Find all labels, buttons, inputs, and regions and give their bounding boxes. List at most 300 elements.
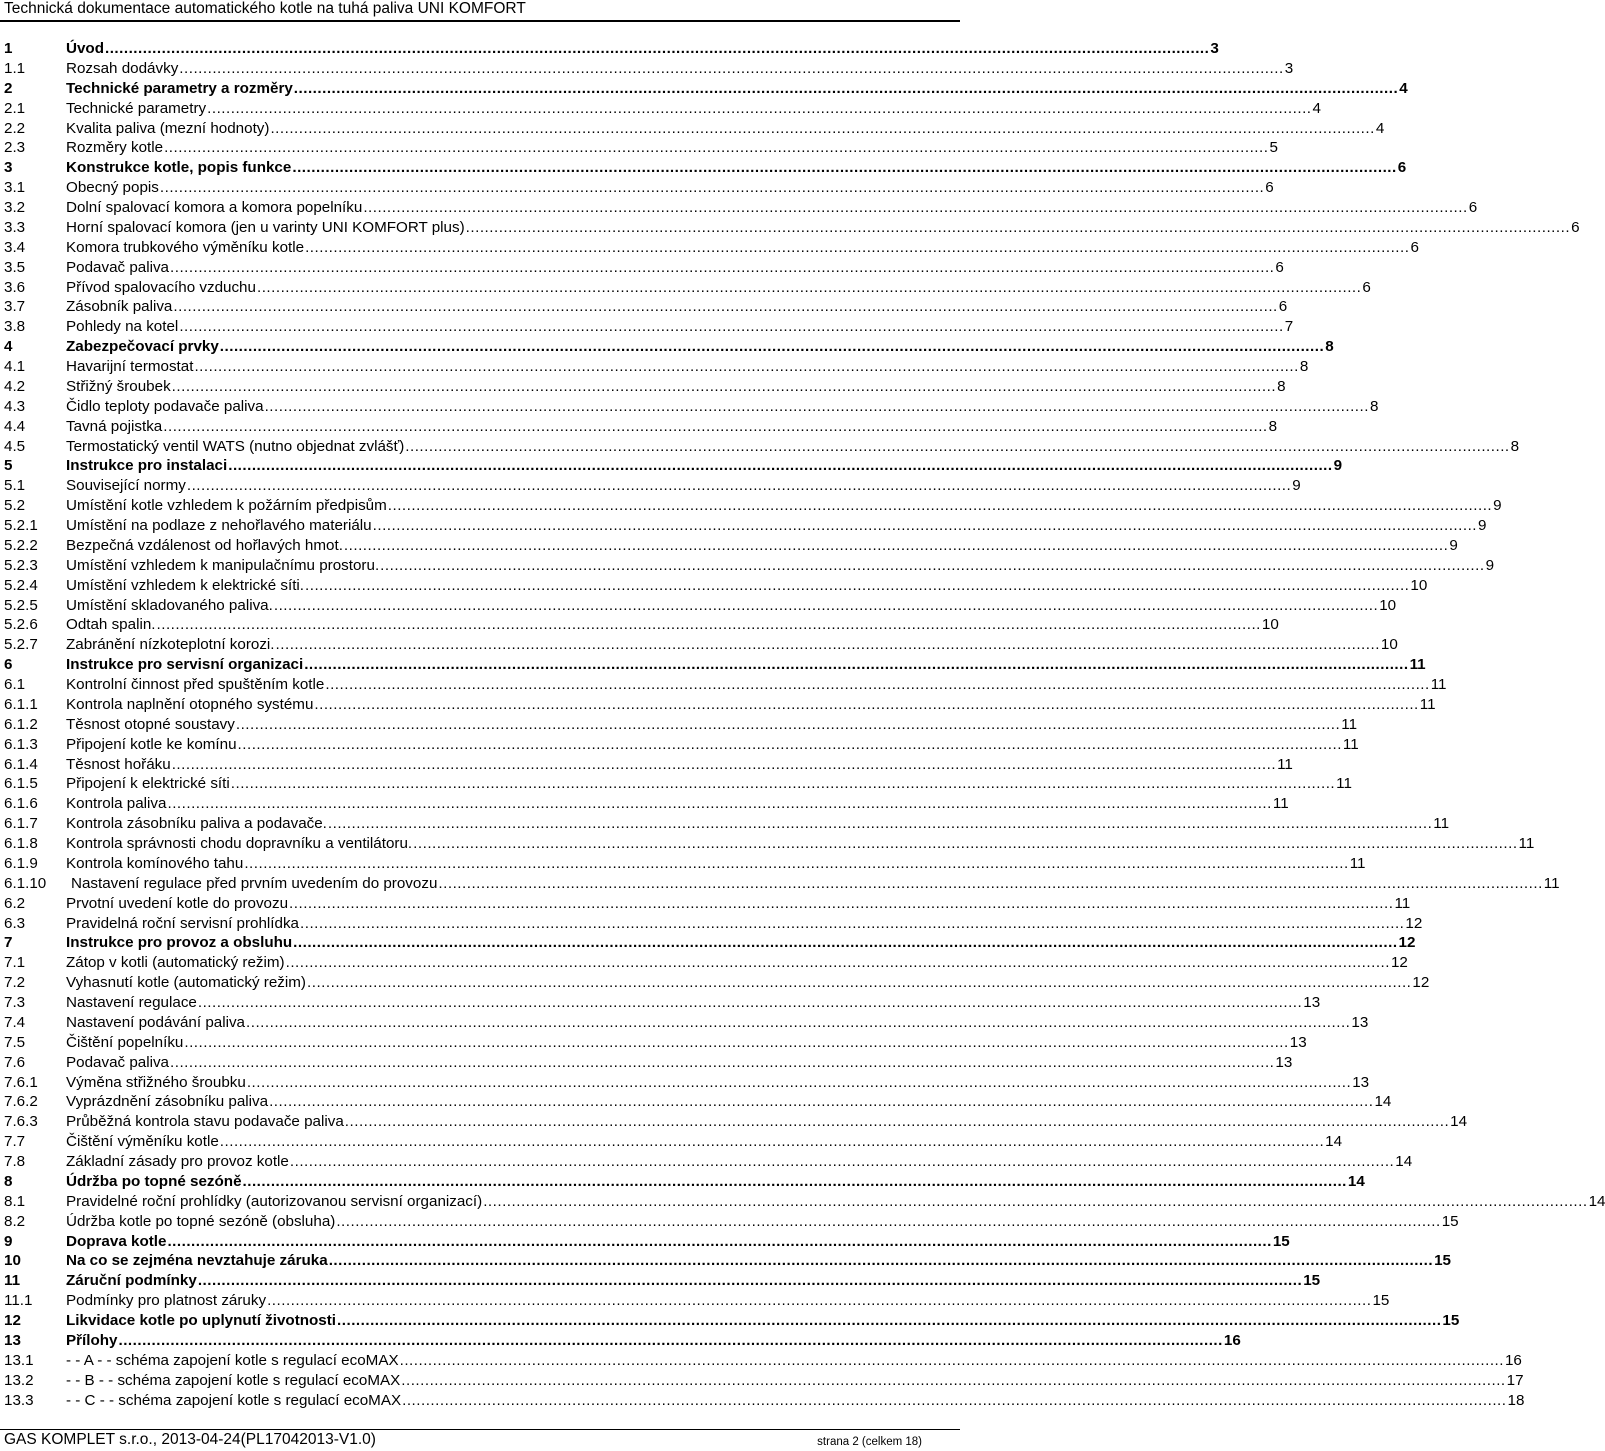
- toc-entry-page: 6: [1571, 218, 1580, 236]
- toc-entry-title[interactable]: Horní spalovací komora (jen u varinty UNI KOMFORT plus): [66, 218, 465, 236]
- toc-entry-title[interactable]: Vyprázdnění zásobníku paliva: [66, 1093, 269, 1111]
- toc-entry-title[interactable]: Technické parametry a rozměry: [66, 79, 293, 97]
- toc-entry[interactable]: [0, 218, 1580, 238]
- toc-entry-number: 7.4: [4, 1013, 26, 1031]
- toc-entry-title[interactable]: Nastavení regulace: [66, 994, 197, 1011]
- toc-leader-dots: [289, 894, 1393, 914]
- toc-entry-page: 14: [1588, 1192, 1605, 1210]
- toc-entry[interactable]: [0, 456, 1343, 476]
- toc-entry-title[interactable]: Obecný popis: [66, 179, 159, 197]
- toc-entry[interactable]: [0, 1351, 1522, 1371]
- toc-entry-number: 6.1.10: [4, 874, 47, 892]
- toc-entry-page: 9: [1493, 497, 1502, 515]
- toc-leader-dots: [198, 1271, 1302, 1291]
- toc-entry-title[interactable]: Zátop v kotli (automatický režim): [66, 954, 285, 972]
- toc-entry-title[interactable]: Dolní spalovací komora a komora popelníku: [66, 199, 363, 216]
- toc-entry-title[interactable]: Termostatický ventil WATS (nutno objednat zvlášť): [66, 437, 405, 455]
- toc-entry-page: 14: [1450, 1113, 1468, 1131]
- toc-entry-title[interactable]: Umístění skladovaného paliva.: [66, 596, 273, 614]
- toc-entry-number: 3.6: [4, 278, 26, 296]
- toc-entry-title[interactable]: Na co se zejména nevztahuje záruka: [66, 1252, 328, 1270]
- toc-entry-number: 6.1.1: [4, 695, 38, 713]
- toc-entry-title[interactable]: Likvidace kotle po uplynutí životnosti: [66, 1312, 337, 1329]
- toc-entry[interactable]: [0, 377, 1286, 397]
- toc-entry[interactable]: [0, 854, 1366, 874]
- toc-leader-dots: [167, 794, 1271, 814]
- toc-entry-number: 7.1: [4, 954, 26, 972]
- toc-leader-dots: [300, 914, 1404, 934]
- document-title: Technická dokumentace automatického kotle na tuhá paliva UNI KOMFORT: [4, 0, 526, 17]
- toc-entry-title[interactable]: Údržba kotle po topné sezóně (obsluha): [66, 1212, 336, 1230]
- toc-entry-page: 6: [1275, 258, 1284, 276]
- toc-entry-page: 6: [1362, 278, 1371, 296]
- toc-entry[interactable]: [0, 695, 1436, 715]
- toc-entry-title[interactable]: Doprava kotle: [66, 1232, 167, 1250]
- toc-entry[interactable]: [0, 933, 1416, 953]
- toc-entry-title[interactable]: Čidlo teploty podavače paliva: [66, 397, 264, 415]
- toc-entry[interactable]: [0, 874, 1560, 894]
- toc-entry-title[interactable]: Instrukce pro provoz a obsluhu: [66, 934, 293, 952]
- toc-entry-number: 3.8: [4, 318, 26, 336]
- toc-entry-number: 1: [4, 40, 13, 57]
- toc-entry[interactable]: [0, 158, 1407, 178]
- toc-entry-page: 12: [1390, 954, 1408, 972]
- toc-entry-title[interactable]: Kontrola správnosti chodu dopravníku a ventilátoru.: [66, 835, 413, 852]
- toc-entry-number: 13: [4, 1331, 21, 1349]
- toc-leader-dots: [118, 1331, 1222, 1351]
- toc-entry-title[interactable]: Související normy: [66, 477, 186, 495]
- toc-entry-title[interactable]: - - C - - schéma zapojení kotle s regulací ecoMAX: [66, 1391, 402, 1409]
- toc-entry-number: 3.7: [4, 298, 26, 316]
- toc-leader-dots: [267, 1291, 1371, 1311]
- toc-entry-page: 10: [1380, 636, 1398, 654]
- toc-leader-dots: [329, 1251, 1433, 1271]
- toc-entry-title[interactable]: Kontrolní činnost před spuštěním kotle: [66, 676, 325, 693]
- toc-leader-dots: [105, 39, 1209, 59]
- toc-entry-page: 9: [1478, 517, 1487, 534]
- toc-entry[interactable]: [0, 536, 1458, 556]
- toc-entry-page: 6: [1468, 199, 1478, 216]
- toc-entry-number: 7.6.1: [4, 1073, 38, 1091]
- toc-entry-number: 4: [4, 338, 13, 356]
- toc-entry-title[interactable]: Havarijní termostat: [66, 358, 194, 375]
- toc-entry[interactable]: [0, 317, 1294, 337]
- toc-entry-title[interactable]: Podavač paliva: [66, 258, 170, 276]
- toc-entry-page: 15: [1434, 1252, 1451, 1270]
- toc-entry-page: 14: [1395, 1153, 1413, 1170]
- toc-entry[interactable]: [0, 1132, 1343, 1152]
- toc-entry-title[interactable]: Rozměry kotle: [66, 139, 164, 157]
- toc-entry[interactable]: [0, 1172, 1365, 1192]
- toc-leader-dots: [172, 377, 1276, 397]
- toc-entry[interactable]: [0, 1092, 1392, 1112]
- toc-entry-page: 11: [1430, 676, 1447, 693]
- toc-entry-title[interactable]: Těsnost hořáku: [66, 755, 171, 773]
- toc-entry-title[interactable]: Zabezpečovací prvky: [66, 338, 219, 356]
- toc-entry-title[interactable]: Nastavení regulace před prvním uvedením do provozu: [71, 874, 438, 892]
- toc-entry[interactable]: [0, 138, 1278, 158]
- toc-entry[interactable]: [0, 1371, 1524, 1391]
- toc-entry[interactable]: [0, 596, 1397, 616]
- toc-entry-title[interactable]: Umístění na podlaze z nehořlavého materiálu: [66, 517, 372, 534]
- toc-leader-dots: [170, 258, 1274, 278]
- toc-entry-title[interactable]: Pohledy na kotel: [66, 318, 179, 336]
- toc-entry-number: 8: [4, 1172, 13, 1190]
- toc-entry-number: 7: [4, 934, 13, 952]
- toc-entry[interactable]: [0, 437, 1520, 457]
- toc-leader-dots: [388, 496, 1492, 516]
- footer-divider: [0, 1429, 960, 1430]
- toc-entry[interactable]: [0, 1152, 1413, 1172]
- toc-entry-number: 10: [4, 1252, 21, 1270]
- toc-leader-dots: [344, 536, 1448, 556]
- toc-entry-number: 13.2: [4, 1371, 34, 1389]
- toc-entry-title[interactable]: Umístění vzhledem k elektrické síti.: [66, 576, 305, 594]
- toc-entry-number: 5.2.6: [4, 616, 38, 634]
- toc-entry-title[interactable]: Bezpečná vzdálenost od hořlavých hmot.: [66, 536, 343, 554]
- toc-entry[interactable]: [0, 774, 1352, 794]
- toc-entry-number: 4.3: [4, 397, 26, 415]
- toc-entry-page: 14: [1374, 1093, 1392, 1111]
- toc-entry-number: 5.2.5: [4, 596, 38, 614]
- toc-entry-page: 11: [1419, 695, 1436, 713]
- toc-entry[interactable]: [0, 476, 1301, 496]
- toc-entry-number: 2.3: [4, 139, 26, 157]
- toc-entry-title[interactable]: Prvotní uvedení kotle do provozu: [66, 894, 289, 912]
- toc-entry-title[interactable]: Podavač paliva: [66, 1053, 170, 1071]
- toc-leader-dots: [265, 397, 1369, 417]
- toc-entry-page: 17: [1506, 1371, 1524, 1389]
- toc-entry-title[interactable]: Vyhasnutí kotle (automatický režim): [66, 974, 306, 992]
- toc-leader-dots: [157, 615, 1261, 635]
- toc-entry[interactable]: [0, 1073, 1370, 1093]
- toc-entry-number: 2.2: [4, 119, 26, 137]
- toc-entry-number: 3.5: [4, 258, 26, 276]
- toc-entry-number: 6: [4, 656, 13, 674]
- toc-entry-page: 8: [1369, 397, 1379, 415]
- toc-leader-dots: [401, 1371, 1505, 1391]
- toc-leader-dots: [336, 1212, 1440, 1232]
- toc-entry-page: 8: [1299, 358, 1309, 375]
- toc-entry[interactable]: [0, 814, 1450, 834]
- toc-leader-dots: [305, 238, 1409, 258]
- toc-entry[interactable]: [0, 1053, 1293, 1073]
- toc-leader-dots: [307, 973, 1411, 993]
- toc-entry-title[interactable]: Přílohy: [66, 1331, 118, 1349]
- toc-entry-page: 4: [1375, 119, 1385, 137]
- toc-entry-page: 10: [1379, 596, 1397, 614]
- toc-entry-title[interactable]: Úvod: [66, 40, 104, 57]
- toc-leader-dots: [231, 774, 1335, 794]
- toc-entry-title[interactable]: Kontrola paliva: [66, 795, 167, 813]
- toc-leader-dots: [246, 1013, 1350, 1033]
- toc-entry-page: 11: [1433, 815, 1450, 833]
- toc-entry-number: 8.2: [4, 1212, 26, 1230]
- toc-entry-title[interactable]: Technické parametry: [66, 99, 207, 117]
- footer-company: GAS KOMPLET s.r.o., 2013-04-24(PL17042013-V1.0): [4, 1431, 376, 1448]
- toc-entry[interactable]: [0, 337, 1334, 357]
- toc-entry-title[interactable]: Základní zásady pro provoz kotle: [66, 1153, 289, 1170]
- toc-entry-title[interactable]: Údržba po topné sezóně: [66, 1172, 242, 1190]
- toc-entry[interactable]: [0, 1232, 1290, 1252]
- toc-entry-page: 7: [1284, 318, 1294, 336]
- toc-entry[interactable]: [0, 755, 1293, 775]
- toc-entry[interactable]: [0, 198, 1478, 218]
- toc-entry[interactable]: [0, 655, 1426, 675]
- toc-entry-page: 3: [1210, 40, 1219, 57]
- toc-leader-dots: [187, 476, 1291, 496]
- toc-entry-page: 11: [1342, 735, 1359, 753]
- toc-entry[interactable]: [0, 675, 1447, 695]
- toc-leader-dots: [402, 1391, 1506, 1411]
- toc-entry-title[interactable]: Čištění popelníku: [66, 1033, 184, 1051]
- toc-entry-page: 15: [1442, 1312, 1460, 1329]
- toc-leader-dots: [276, 635, 1380, 655]
- toc-entry-title[interactable]: Střižný šroubek: [66, 377, 171, 395]
- toc-entry[interactable]: [0, 79, 1408, 99]
- toc-entry[interactable]: [0, 417, 1278, 437]
- toc-leader-dots: [380, 556, 1484, 576]
- toc-leader-dots: [304, 655, 1408, 675]
- toc-entry-number: 5.2: [4, 497, 26, 515]
- toc-entry-number: 5.2.2: [4, 536, 38, 554]
- toc-entry-number: 7.2: [4, 974, 26, 992]
- toc-entry-page: 8: [1510, 437, 1520, 455]
- toc-entry-number: 5.1: [4, 477, 26, 495]
- toc-entry-page: 11: [1336, 775, 1352, 793]
- toc-entry-title[interactable]: Pravidelné roční prohlídky (autorizovanou servisní organizací): [66, 1192, 483, 1210]
- toc-entry-page: 10: [1261, 616, 1279, 634]
- toc-entry[interactable]: [0, 1331, 1241, 1351]
- toc-entry[interactable]: [0, 496, 1502, 516]
- toc-entry-title[interactable]: Nastavení podávání paliva: [66, 1013, 245, 1031]
- footer-page-number: strana 2 (celkem 18): [817, 1436, 922, 1448]
- header-divider: [0, 20, 960, 22]
- toc-leader-dots: [198, 993, 1302, 1013]
- toc-leader-dots: [179, 317, 1283, 337]
- toc-entry[interactable]: [0, 953, 1408, 973]
- toc-leader-dots: [257, 278, 1361, 298]
- toc-leader-dots: [405, 437, 1509, 457]
- toc-entry-title[interactable]: Tavná pojistka: [66, 417, 163, 435]
- toc-entry[interactable]: [0, 1251, 1451, 1271]
- toc-entry-page: 8: [1268, 417, 1278, 435]
- toc-entry-page: 11: [1409, 656, 1426, 674]
- toc-entry-title[interactable]: Výměna střižného šroubku: [66, 1073, 246, 1091]
- toc-entry[interactable]: [0, 735, 1359, 755]
- toc-entry-page: 11: [1341, 715, 1358, 733]
- toc-leader-dots: [228, 456, 1332, 476]
- toc-entry[interactable]: [0, 794, 1289, 814]
- toc-entry-number: 7.6: [4, 1053, 26, 1071]
- toc-entry-number: 5.2.4: [4, 576, 38, 594]
- toc-entry-number: 6.1.2: [4, 715, 38, 733]
- toc-leader-dots: [294, 79, 1398, 99]
- toc-entry-title[interactable]: Těsnost otopné soustavy: [66, 715, 235, 733]
- toc-entry[interactable]: [0, 39, 1219, 59]
- toc-entry-title[interactable]: Konstrukce kotle, popis funkce: [66, 159, 292, 177]
- toc-entry[interactable]: [0, 894, 1411, 914]
- toc-entry-page: 6: [1278, 298, 1288, 316]
- toc-entry[interactable]: [0, 119, 1385, 139]
- toc-entry[interactable]: [0, 99, 1321, 119]
- toc-leader-dots: [184, 1033, 1288, 1053]
- toc-entry-page: 4: [1312, 99, 1321, 117]
- toc-leader-dots: [179, 59, 1283, 79]
- toc-entry-page: 9: [1485, 556, 1495, 574]
- toc-entry-number: 5.2.1: [4, 517, 38, 534]
- toc-entry-page: 9: [1333, 457, 1343, 475]
- toc-entry[interactable]: [0, 1271, 1321, 1291]
- toc-entry[interactable]: [0, 556, 1495, 576]
- toc-entry-number: 1.1: [4, 59, 26, 77]
- toc-entry-page: 3: [1284, 59, 1294, 77]
- toc-entry-page: 5: [1269, 139, 1278, 157]
- toc-entry-title[interactable]: Umístění vzhledem k manipulačnímu prostoru.: [66, 556, 380, 574]
- toc-entry[interactable]: [0, 1212, 1459, 1232]
- toc-leader-dots: [238, 735, 1342, 755]
- toc-entry-page: 9: [1449, 536, 1458, 554]
- toc-entry-title[interactable]: Čištění výměníku kotle: [66, 1133, 219, 1151]
- toc-entry-title[interactable]: Průběžná kontrola stavu podavače paliva: [66, 1113, 344, 1131]
- toc-entry[interactable]: [0, 1112, 1468, 1132]
- toc-entry[interactable]: [0, 178, 1274, 198]
- toc-entry-title[interactable]: Kvalita paliva (mezní hodnoty): [66, 119, 270, 137]
- toc-entry-title[interactable]: Kontrola zásobníku paliva a podavače.: [66, 815, 327, 833]
- toc-leader-dots: [236, 715, 1340, 735]
- toc-leader-dots: [314, 695, 1418, 715]
- toc-entry-title[interactable]: - - A - - schéma zapojení kotle s regulací ecoMAX: [66, 1351, 399, 1369]
- toc-entry-title[interactable]: Připojení kotle ke komínu: [66, 735, 237, 753]
- toc-entry[interactable]: [0, 914, 1423, 934]
- toc-entry-title[interactable]: Odtah spalin.: [66, 616, 156, 634]
- toc-entry-page: 6: [1397, 159, 1407, 177]
- toc-entry[interactable]: [0, 1013, 1369, 1033]
- toc-leader-dots: [363, 198, 1467, 218]
- toc-entry-page: 14: [1325, 1133, 1343, 1151]
- toc-entry[interactable]: [0, 278, 1371, 298]
- toc-leader-dots: [292, 158, 1396, 178]
- toc-entry[interactable]: [0, 1391, 1525, 1411]
- toc-entry-title[interactable]: - - B - - schéma zapojení kotle s regulací ecoMAX: [66, 1371, 401, 1389]
- toc-entry-title[interactable]: Instrukce pro instalaci: [66, 457, 228, 475]
- toc-leader-dots: [244, 854, 1348, 874]
- toc-entry-page: 13: [1352, 1073, 1370, 1091]
- toc-entry[interactable]: [0, 715, 1358, 735]
- toc-entry-title[interactable]: Zásobník paliva: [66, 298, 173, 316]
- toc-entry[interactable]: [0, 297, 1288, 317]
- toc-entry-page: 11: [1277, 755, 1293, 773]
- toc-entry-page: 6: [1265, 179, 1274, 197]
- toc-entry-title[interactable]: Komora trubkového výměníku kotle: [66, 238, 305, 256]
- toc-entry-page: 6: [1410, 238, 1419, 256]
- toc-entry-number: 9: [4, 1232, 13, 1250]
- toc-entry[interactable]: [0, 635, 1398, 655]
- toc-entry[interactable]: [0, 397, 1379, 417]
- toc-entry-title[interactable]: Kontrola komínového tahu: [66, 854, 244, 872]
- toc-entry[interactable]: [0, 238, 1419, 258]
- toc-leader-dots: [243, 1172, 1347, 1192]
- toc-entry-page: 13: [1275, 1053, 1293, 1071]
- toc-entry-page: 11: [1543, 874, 1560, 892]
- toc-entry-number: 3.4: [4, 238, 26, 256]
- toc-entry-title[interactable]: Rozsah dodávky: [66, 59, 179, 77]
- toc-leader-dots: [270, 119, 1374, 139]
- toc-entry-number: 6.1.8: [4, 835, 38, 852]
- toc-leader-dots: [160, 178, 1264, 198]
- toc-entry-page: 8: [1325, 338, 1334, 356]
- toc-entry-page: 14: [1347, 1172, 1365, 1190]
- toc-leader-dots: [325, 675, 1429, 695]
- toc-entry-page: 12: [1405, 914, 1423, 932]
- toc-entry-title[interactable]: Přívod spalovacího vzduchu: [66, 278, 256, 296]
- toc-entry-title[interactable]: Instrukce pro servisní organizaci: [66, 656, 304, 674]
- toc-entry-number: 6.2: [4, 894, 26, 912]
- toc-entry[interactable]: [0, 1033, 1307, 1053]
- toc-entry-number: 3.3: [4, 218, 26, 236]
- toc-entry[interactable]: [0, 1311, 1460, 1331]
- toc-leader-dots: [194, 357, 1298, 377]
- toc-entry-number: 5.2.7: [4, 636, 38, 654]
- toc-leader-dots: [220, 1132, 1324, 1152]
- toc-entry[interactable]: [0, 357, 1309, 377]
- toc-entry-number: 5: [4, 457, 13, 475]
- toc-entry-page: 15: [1372, 1292, 1390, 1310]
- toc-entry-number: 7.6.3: [4, 1113, 38, 1131]
- toc-entry[interactable]: [0, 615, 1279, 635]
- toc-entry-title[interactable]: Podmínky pro platnost záruky: [66, 1292, 267, 1310]
- toc-entry[interactable]: [0, 834, 1535, 854]
- toc-entry-page: 4: [1399, 79, 1408, 97]
- toc-entry-title[interactable]: Záruční podmínky: [66, 1272, 197, 1290]
- toc-entry-page: 18: [1507, 1391, 1525, 1409]
- toc-entry[interactable]: [0, 516, 1487, 536]
- toc-entry[interactable]: [0, 258, 1284, 278]
- toc-entry-number: 6.1.6: [4, 795, 38, 813]
- toc-entry-page: 11: [1272, 795, 1289, 813]
- toc-entry[interactable]: [0, 59, 1294, 79]
- toc-entry-title[interactable]: Připojení k elektrické síti: [66, 775, 230, 793]
- toc-entry-page: 12: [1398, 934, 1416, 952]
- toc-entry[interactable]: [0, 973, 1430, 993]
- toc-entry-title[interactable]: Kontrola naplnění otopného systému: [66, 695, 314, 713]
- toc-entry-number: 13.3: [4, 1391, 34, 1409]
- table-of-contents: [0, 39, 1605, 1410]
- toc-entry-title[interactable]: Zabránění nízkoteplotní korozi.: [66, 636, 275, 654]
- toc-leader-dots: [170, 1053, 1274, 1073]
- toc-entry-page: 13: [1303, 994, 1321, 1011]
- toc-leader-dots: [247, 1073, 1351, 1093]
- toc-entry-number: 3.1: [4, 179, 26, 197]
- toc-leader-dots: [274, 596, 1378, 616]
- toc-leader-dots: [163, 417, 1267, 437]
- toc-entry-number: 4.1: [4, 358, 26, 375]
- toc-entry[interactable]: [0, 1291, 1390, 1311]
- toc-leader-dots: [167, 1232, 1271, 1252]
- toc-leader-dots: [173, 297, 1277, 317]
- toc-entry-title[interactable]: Umístění kotle vzhledem k požárním předpisům: [66, 497, 387, 515]
- toc-entry-title[interactable]: Pravidelná roční servisní prohlídka: [66, 914, 299, 932]
- toc-entry[interactable]: [0, 1192, 1605, 1212]
- toc-entry-page: 11: [1394, 894, 1411, 912]
- page-header: [4, 0, 956, 18]
- toc-entry[interactable]: [0, 576, 1428, 596]
- toc-entry-number: 4.2: [4, 377, 26, 395]
- toc-entry-number: 6.1.5: [4, 775, 38, 793]
- toc-entry-page: 16: [1504, 1351, 1522, 1369]
- toc-entry[interactable]: [0, 993, 1321, 1013]
- toc-leader-dots: [345, 1112, 1449, 1132]
